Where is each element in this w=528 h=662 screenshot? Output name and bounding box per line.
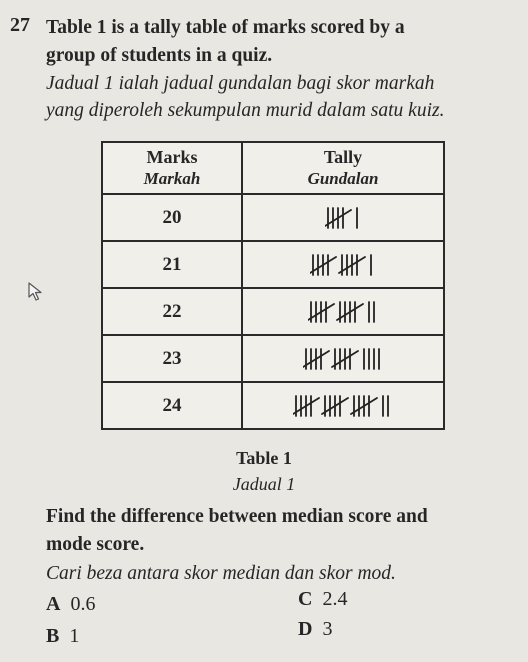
- prompt-ms-line1: Cari beza antara skor median dan skor mod.: [46, 563, 396, 584]
- header-marks: [102, 142, 242, 194]
- mark-cell: 24: [102, 382, 242, 429]
- table-header-row: [102, 142, 444, 194]
- header-tally: [242, 142, 444, 194]
- tally-table: [101, 141, 445, 430]
- table-caption-en: Table 1: [236, 448, 292, 468]
- option-d[interactable]: [298, 618, 332, 641]
- question-number: 27: [10, 14, 30, 36]
- tally-cell: [242, 194, 444, 241]
- table-row: [102, 194, 444, 241]
- mark-cell: 23: [102, 335, 242, 382]
- tally-cell: [242, 241, 444, 288]
- tally-cell: [242, 335, 444, 382]
- question-text-en-line2: group of students in a quiz.: [46, 45, 273, 66]
- option-value: 3: [322, 618, 333, 640]
- option-letter: A: [46, 593, 61, 615]
- prompt-en-line1: Find the difference between median score and: [46, 506, 428, 527]
- mark-cell: 21: [102, 241, 242, 288]
- option-letter: B: [46, 625, 60, 647]
- option-letter: C: [298, 588, 313, 610]
- tally-marks: [303, 346, 384, 372]
- header-tally-ms: Gundalan: [307, 169, 379, 188]
- table-row: [102, 335, 444, 382]
- mark-cell: 22: [102, 288, 242, 335]
- header-marks-en: Marks: [146, 147, 198, 167]
- option-value: 0.6: [70, 593, 96, 615]
- mark-cell: 20: [102, 194, 242, 241]
- table-row: [102, 288, 444, 335]
- option-value: 1: [69, 625, 80, 647]
- tally-cell: [242, 288, 444, 335]
- question-text-en-line1: Table 1 is a tally table of marks scored by a: [46, 17, 405, 38]
- option-letter: D: [298, 618, 313, 640]
- tally-marks: [308, 299, 379, 325]
- tally-marks: [293, 393, 393, 419]
- option-b[interactable]: [46, 625, 79, 648]
- option-c[interactable]: [298, 588, 347, 611]
- table-caption-ms: Jadual 1: [232, 474, 296, 494]
- option-value: 2.4: [322, 588, 348, 610]
- tally-cell: [242, 382, 444, 429]
- tally-marks: [310, 252, 376, 278]
- question-text-ms-line2: yang diperoleh sekumpulan murid dalam satu kuiz.: [46, 100, 445, 121]
- option-a[interactable]: [46, 593, 95, 616]
- prompt-en-line2: mode score.: [46, 534, 145, 555]
- question-text-ms-line1: Jadual 1 ialah jadual gundalan bagi skor markah: [46, 73, 435, 94]
- header-marks-ms: Markah: [143, 169, 201, 188]
- mouse-cursor-icon: [28, 282, 44, 307]
- header-tally-en: Tally: [323, 147, 363, 167]
- table-row: [102, 241, 444, 288]
- table-row: [102, 382, 444, 429]
- tally-marks: [325, 205, 362, 231]
